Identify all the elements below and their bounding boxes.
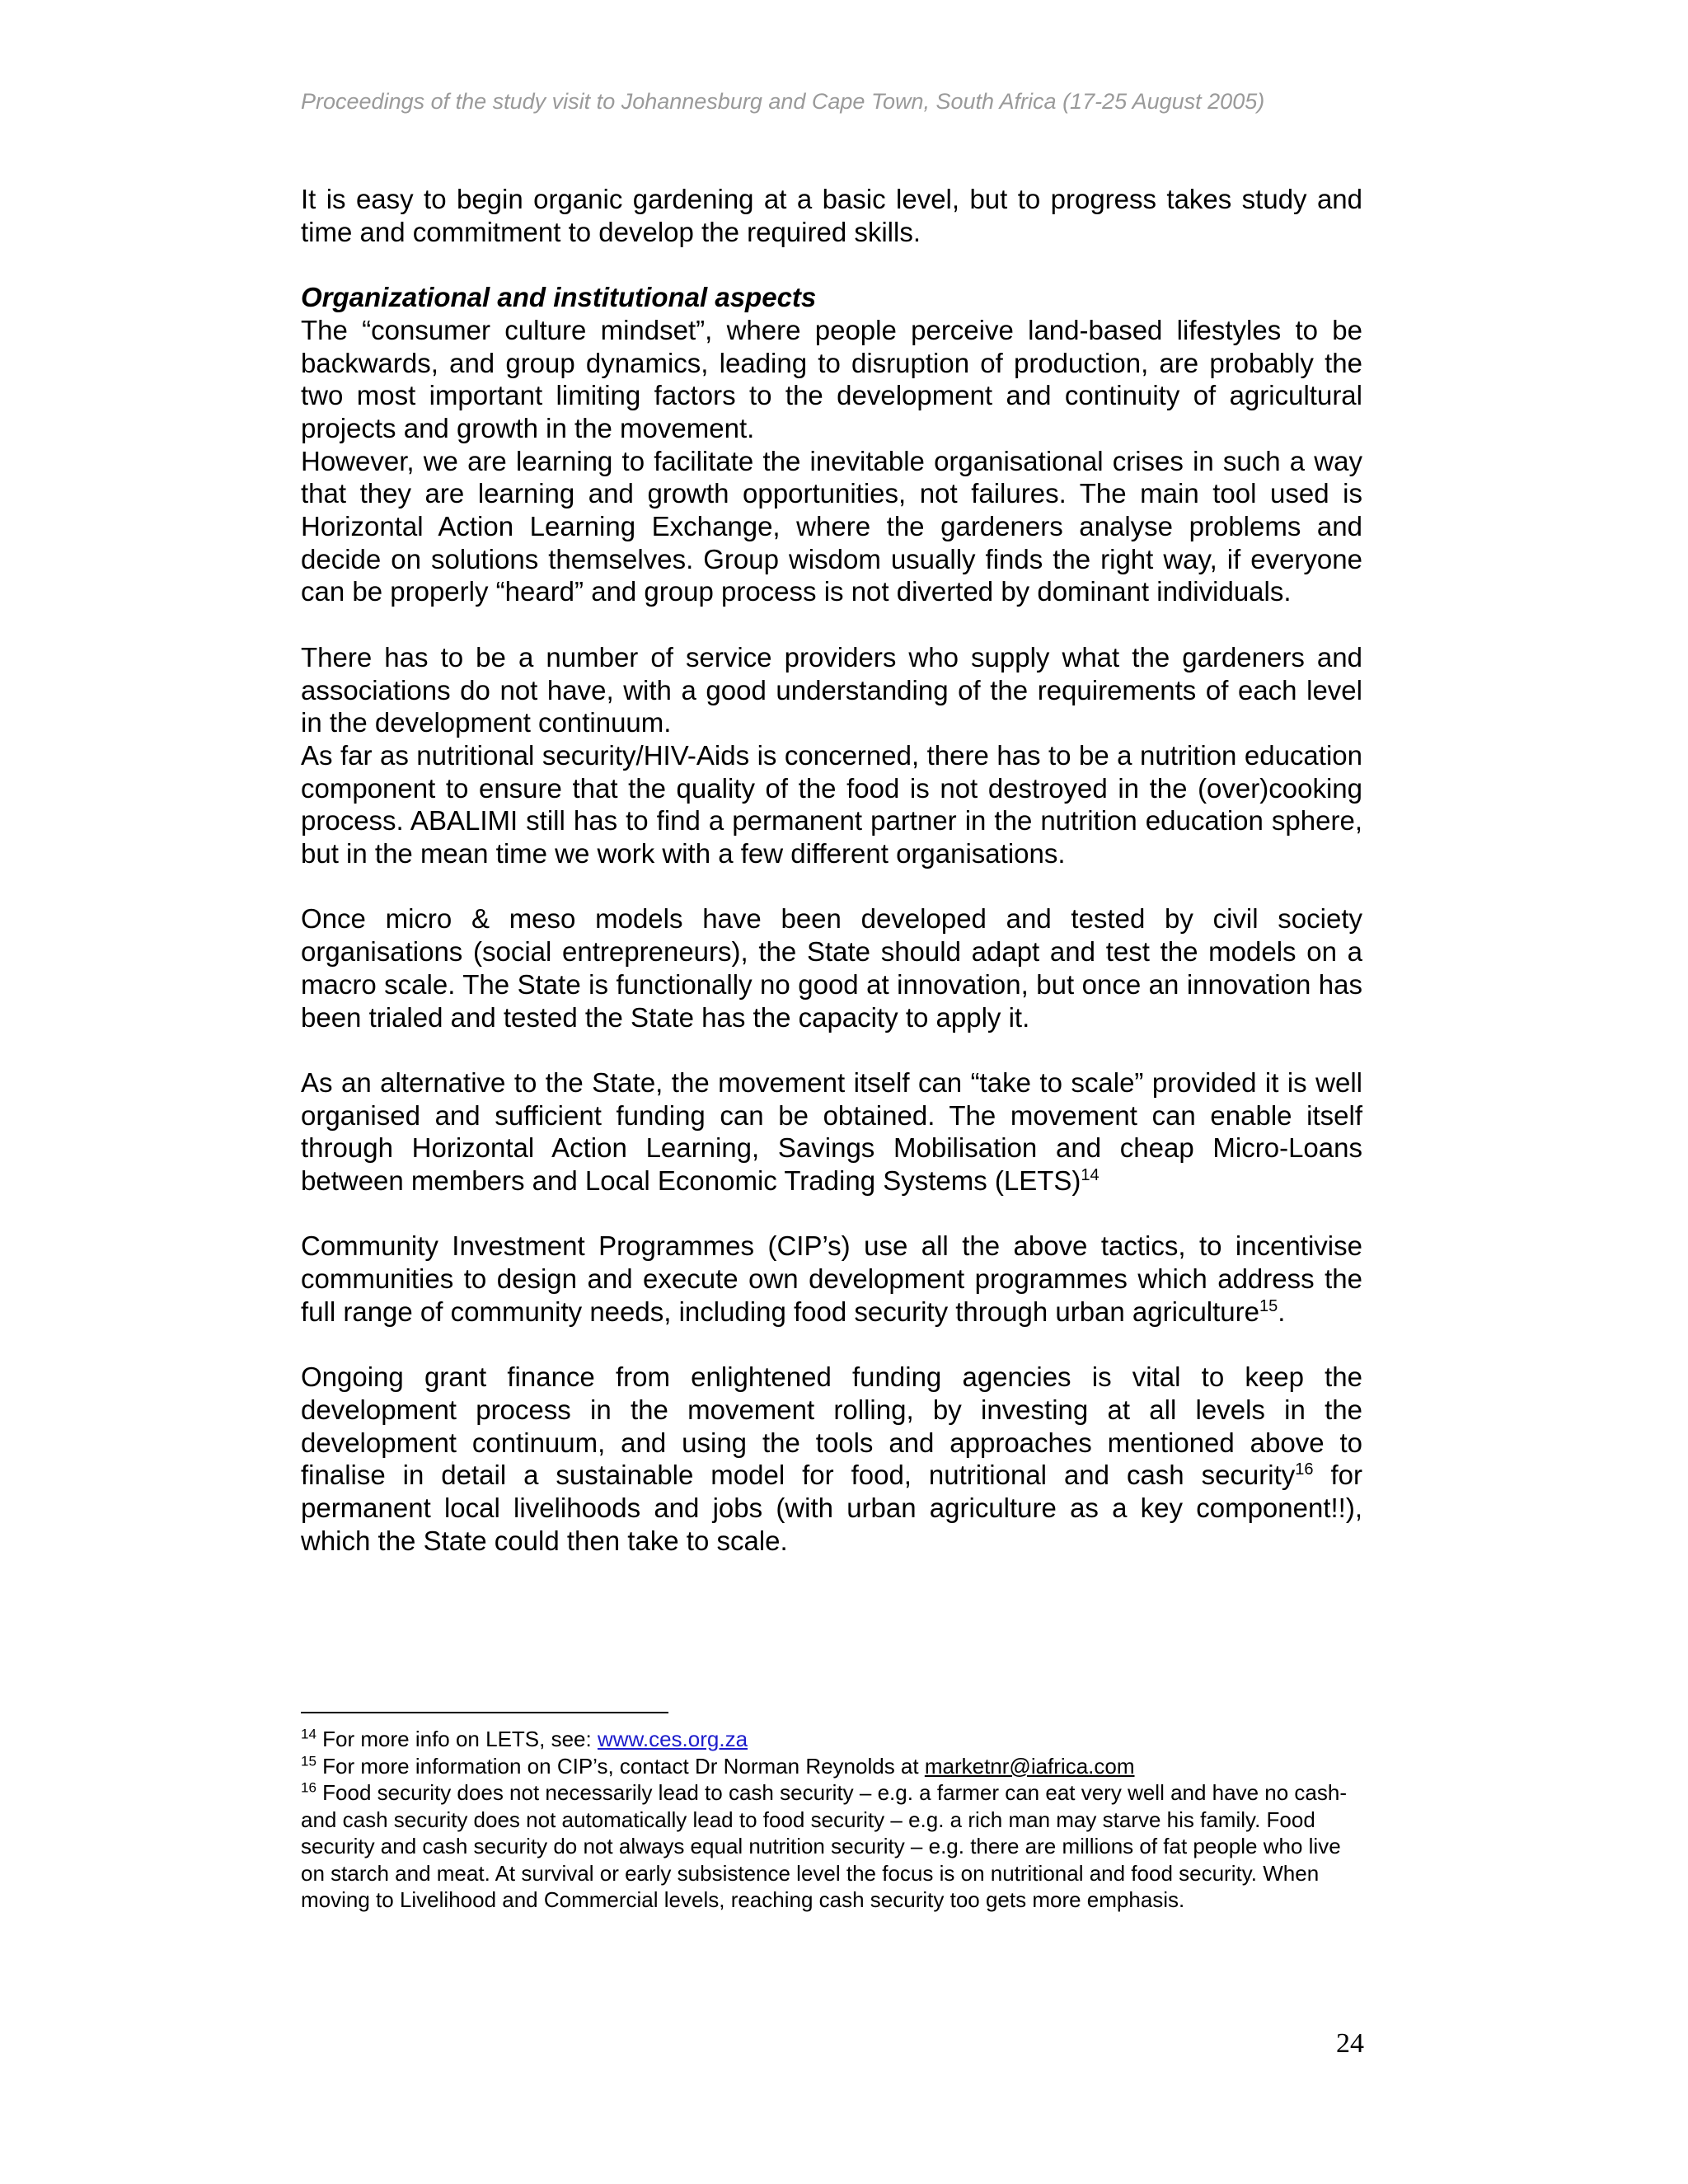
footnotes: [301, 1726, 1362, 1914]
section-heading: Organizational and institutional aspects: [301, 282, 817, 313]
page-number: 24: [1336, 2028, 1364, 2059]
footnote-16-number: 16: [301, 1779, 316, 1796]
ces-website-link[interactable]: www.ces.org.za: [597, 1727, 748, 1751]
footnote-15: [301, 1753, 1362, 1780]
paragraph-cip-end: .: [1278, 1296, 1286, 1327]
footnote-14-number: 14: [301, 1726, 316, 1742]
paragraph-grant-text-a: Ongoing grant finance from enlightened funding agencies is vital to keep the development process in the movement rolling, by investing at all levels in the development continuum, and using the tools and approaches mentioned above to finalise in detail a sustainable model for food, nutritional and cash security: [301, 1361, 1362, 1491]
footnote-ref-15[interactable]: 15: [1259, 1296, 1278, 1315]
paragraph-micro-meso: Once micro & meso models have been developed and tested by civil society organisations (social entrepreneurs), the State should adapt and test the models on a macro scale. The State is functionally no good at innovation, but once an innovation has been trialed and tested the State has the capacity to apply it.: [301, 903, 1362, 1033]
footnote-16: [301, 1779, 1362, 1914]
paragraph-cip: [301, 1230, 1362, 1328]
paragraph-grant-finance: [301, 1361, 1362, 1557]
footnote-14-text: For more info on LETS, see:: [316, 1727, 598, 1751]
footnote-15-text: For more information on CIP’s, contact Dr Norman Reynolds at: [316, 1753, 925, 1779]
paragraph-alternative: [301, 1066, 1362, 1197]
paragraph-consumer-culture: The “consumer culture mindset”, where people perceive land-based lifestyles to be backwards, and group dynamics, leading to disruption of production, are probably the two most important limiting factors to the development and continuity of agricultural projects and growth in the movement.: [301, 314, 1362, 443]
running-header: Proceedings of the study visit to Johannesburg and Cape Town, South Africa (17-25 August 2005): [301, 89, 1265, 114]
paragraph-nutrition: As far as nutritional security/HIV-Aids is concerned, there has to be a nutrition education component to ensure that the quality of the food is not destroyed in the (over)cooking process. ABALIMI still has to find a permanent partner in the nutrition education sphere, but in the mean time we work with a few different organisations.: [301, 739, 1362, 869]
footnote-16-text: Food security does not necessarily lead to cash security – e.g. a farmer can eat very well and have no cash- and cash security does not automatically lead to food security – e.g. a rich man may starve his family. Food security and cash security do not always equal nutrition security – e.g. there are millions of fat people who live on starch and meat. At survival or early subsistence level the focus is on nutritional and food security. When moving to Livelihood and Commercial levels, reaching cash security too gets more emphasis.: [301, 1780, 1348, 1912]
paragraph-alternative-text: As an alternative to the State, the movement itself can “take to scale” provided it is well organised and sufficient funding can be obtained. The movement can enable itself through Horizontal Action Learning, Savings Mobilisation and cheap Micro-Loans between members and Local Economic Trading Systems (LETS): [301, 1066, 1362, 1197]
main-content: [301, 183, 1362, 1557]
footnote-ref-16[interactable]: 16: [1295, 1460, 1314, 1479]
footnote-14: [301, 1726, 1362, 1753]
paragraph-cip-text: Community Investment Programmes (CIP’s) use all the above tactics, to incentivise communities to design and execute own development programmes which address the full range of community needs, including food security through urban agriculture: [301, 1230, 1362, 1327]
paragraph-grant-text-b: for permanent local livelihoods and jobs (with urban agriculture as a key component!!), which the State could then take to scale.: [301, 1460, 1362, 1556]
footnote-ref-14[interactable]: 14: [1081, 1166, 1100, 1185]
paragraph-intro: It is easy to begin organic gardening at a basic level, but to progress takes study and time and commitment to develop the required skills.: [301, 184, 1362, 247]
paragraph-however: However, we are learning to facilitate the inevitable organisational crises in such a way that they are learning and growth opportunities, not failures. The main tool used is Horizontal Action Learning Exchange, where the gardeners analyse problems and decide on solutions themselves. Group wisdom usually finds the right way, if everyone can be properly “heard” and group process is not diverted by dominant individuals.: [301, 445, 1362, 607]
contact-email-link[interactable]: marketnr@iafrica.com: [924, 1753, 1135, 1779]
footnote-15-number: 15: [301, 1752, 316, 1769]
footnote-divider: [301, 1712, 668, 1713]
paragraph-service-providers: There has to be a number of service providers who supply what the gardeners and associations do not have, with a good understanding of the requirements of each level in the development continuum.: [301, 641, 1362, 738]
